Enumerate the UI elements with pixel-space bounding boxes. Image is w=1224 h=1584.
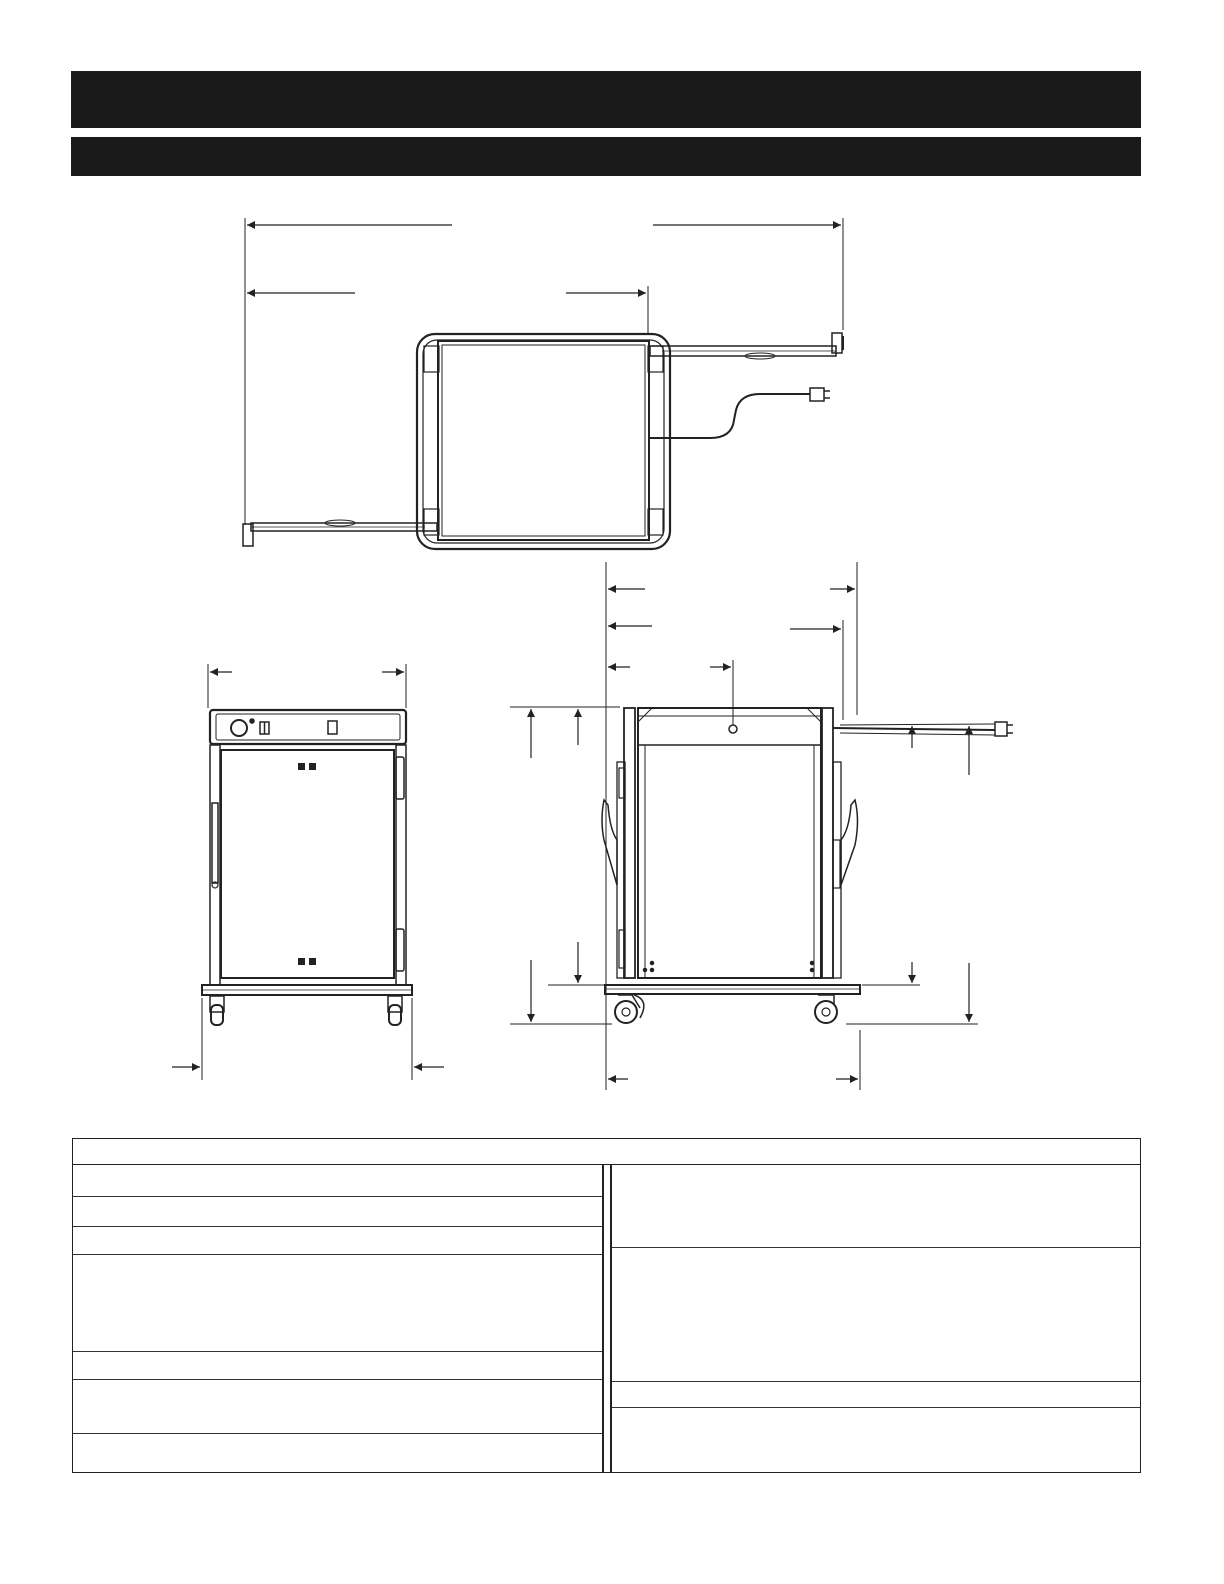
spec-row <box>73 1227 602 1255</box>
spec-row <box>73 1434 602 1472</box>
specifications-left-column <box>73 1165 604 1472</box>
spec-row <box>612 1248 1140 1382</box>
spec-row <box>73 1197 602 1227</box>
spec-row <box>73 1255 602 1352</box>
spec-row <box>73 1352 602 1380</box>
specifications-right-column <box>610 1165 1140 1472</box>
spec-row <box>612 1382 1140 1408</box>
title-bar <box>71 71 1141 128</box>
subtitle-bar <box>71 137 1141 176</box>
dimension-drawing <box>0 190 1224 1110</box>
front-view <box>172 664 444 1080</box>
specifications-table-header <box>73 1139 1140 1165</box>
side-view <box>510 562 1013 1090</box>
spec-row <box>73 1165 602 1197</box>
spec-row <box>612 1165 1140 1248</box>
spec-row <box>73 1380 602 1434</box>
spec-row <box>612 1408 1140 1472</box>
top-view <box>243 218 843 549</box>
specifications-table <box>72 1138 1141 1473</box>
